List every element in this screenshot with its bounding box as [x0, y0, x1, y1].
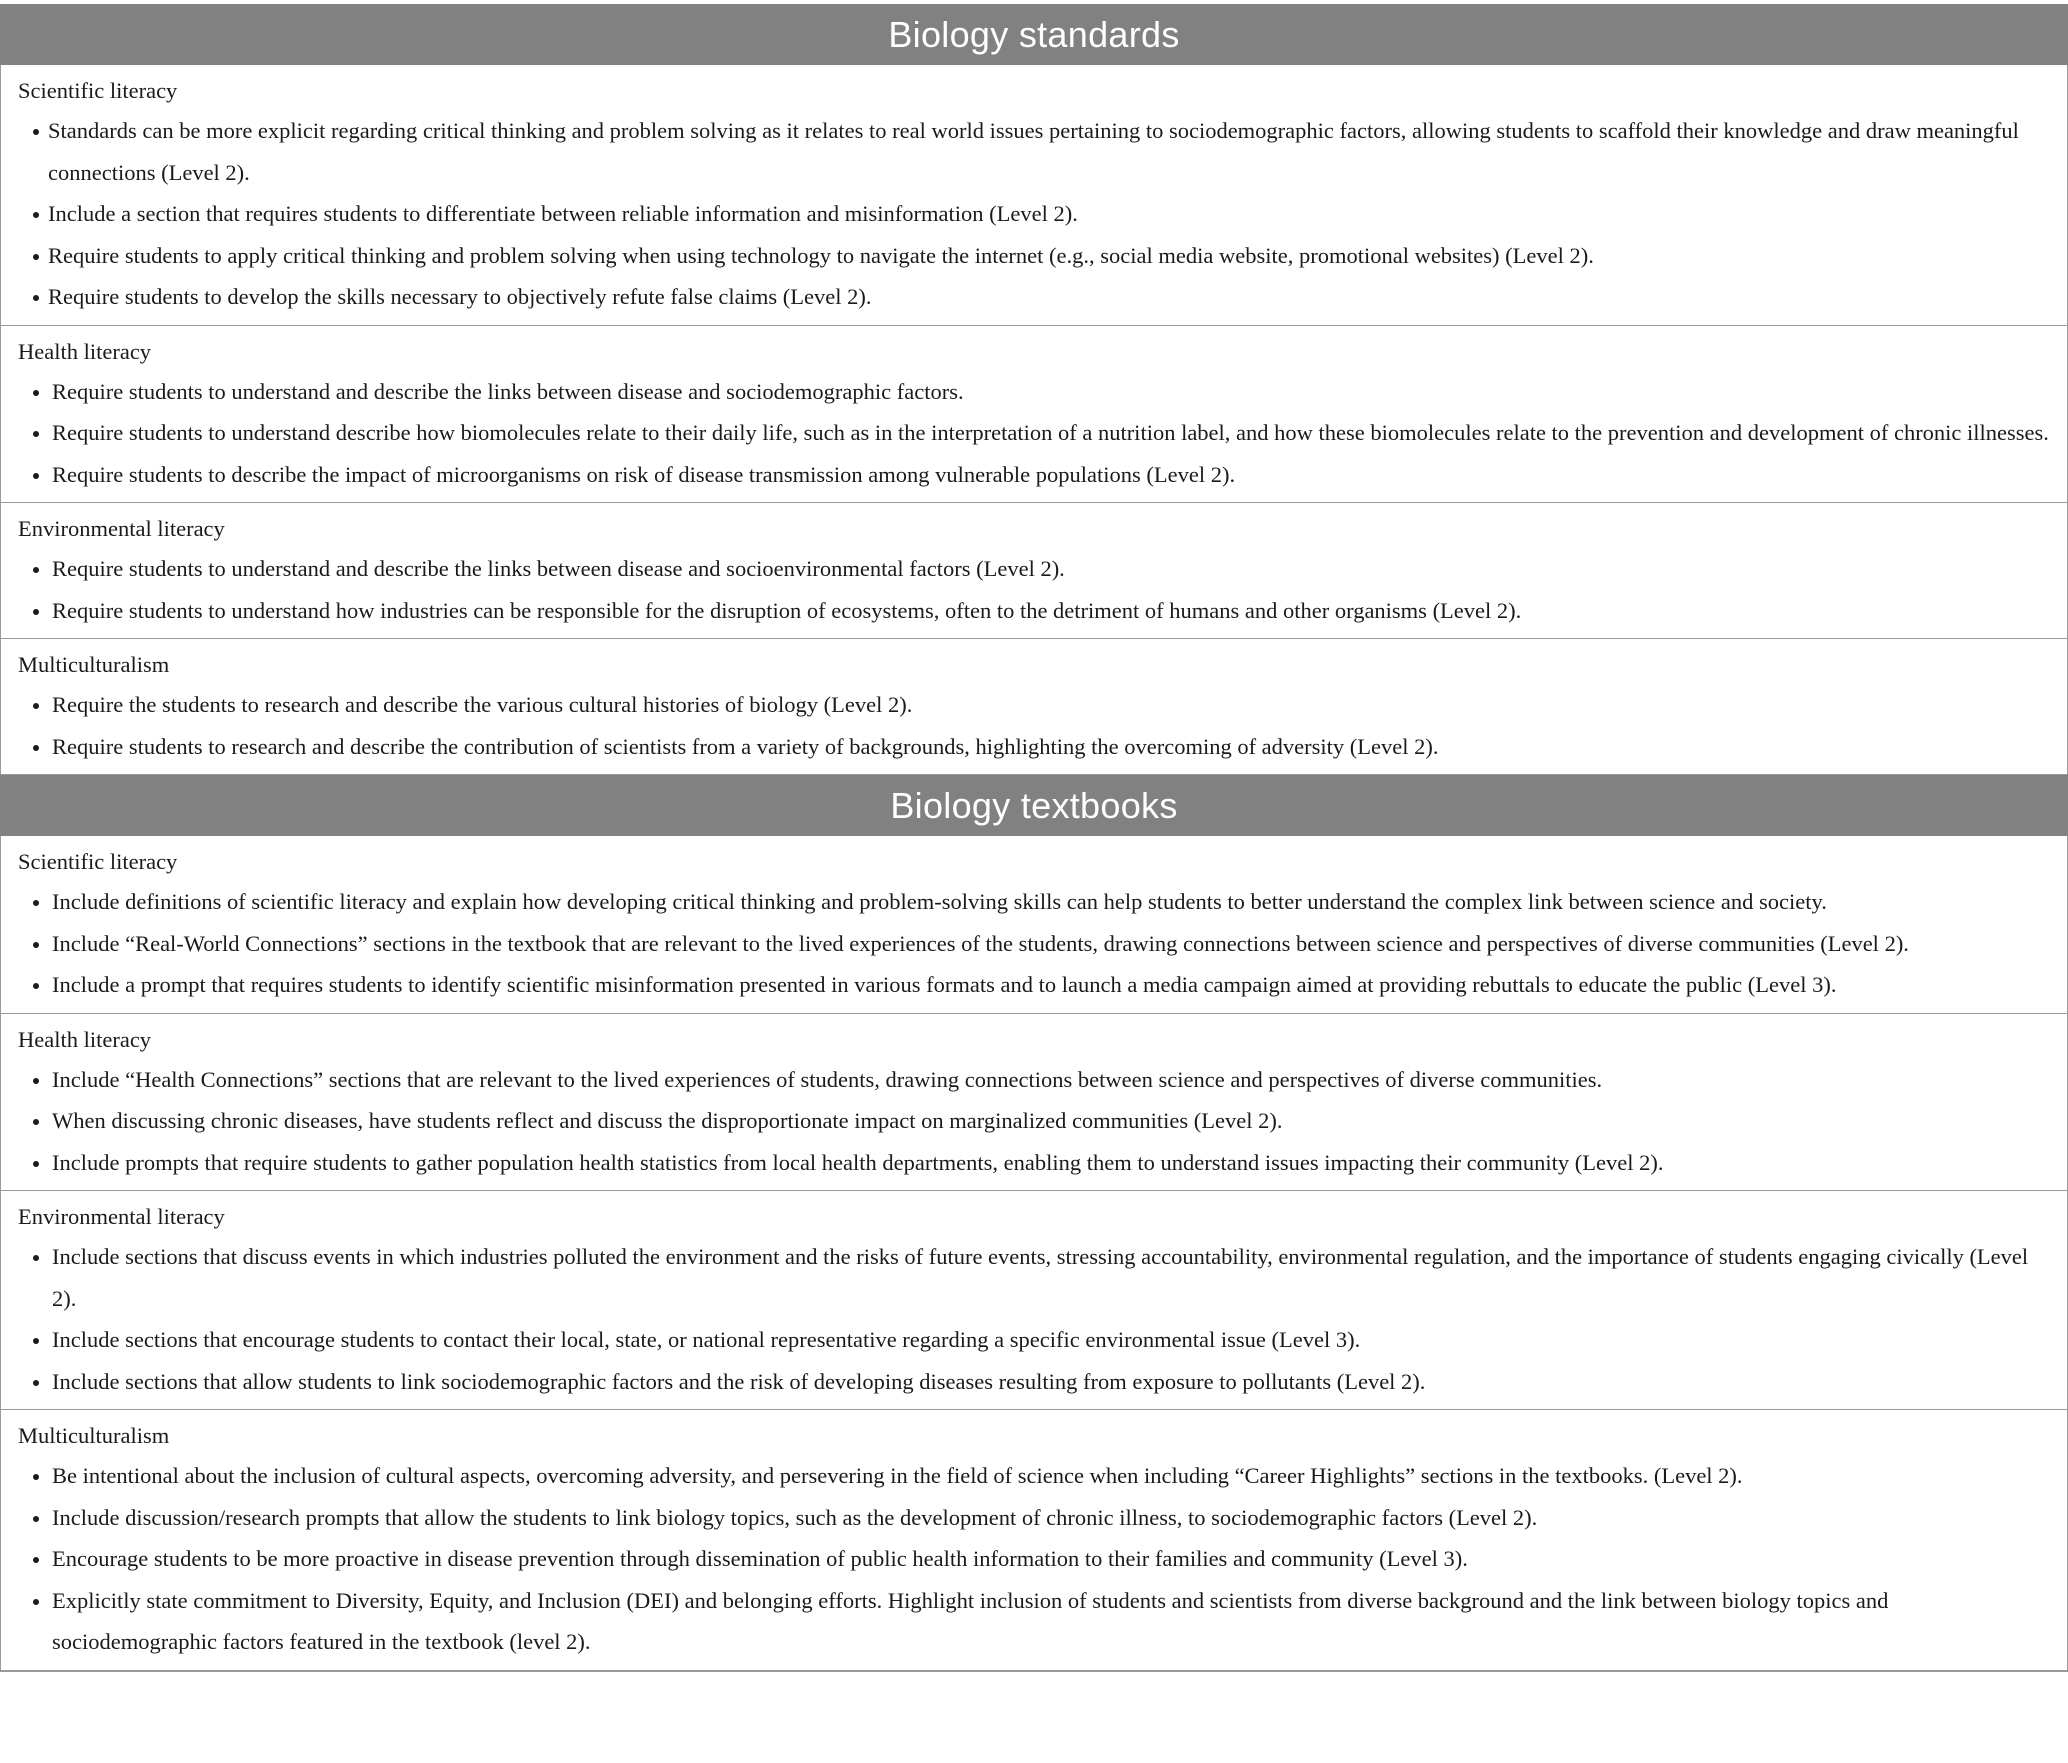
list-item: Require students to describe the impact of microorganisms on risk of disease transmission among vulnerable populations (Level 2). — [18, 454, 2051, 496]
bullet-list — [18, 371, 2051, 496]
list-item: Include “Health Connections” sections that are relevant to the lived experiences of students, drawing connections between science and perspectives of diverse communities. — [18, 1059, 2051, 1101]
list-item: Explicitly state commitment to Diversity, Equity, and Inclusion (DEI) and belonging efforts. Highlight inclusion of students and scientists from diverse background and the link between biology topics and sociodemographic factors featured in the textbook (level 2). — [18, 1580, 2051, 1663]
category-title: Environmental literacy — [18, 1204, 225, 1229]
list-item: Include prompts that require students to gather population health statistics from local health departments, enabling them to understand issues impacting their community (Level 2). — [18, 1142, 2051, 1184]
list-item: When discussing chronic diseases, have students reflect and discuss the disproportionate impact on marginalized communities (Level 2). — [18, 1100, 2051, 1142]
section-header-biology-textbooks: Biology textbooks — [0, 775, 2068, 836]
bullet-list — [18, 1455, 2051, 1663]
bullet-list — [18, 110, 2051, 318]
list-item: Require students to understand how industries can be responsible for the disruption of ecosystems, often to the detriment of humans and other organisms (Level 2). — [18, 590, 2051, 632]
list-item: Require students to understand describe how biomolecules relate to their daily life, such as in the interpretation of a nutrition label, and how these biomolecules relate to the prevention and development of chronic illnesses. — [18, 412, 2051, 454]
category-title: Environmental literacy — [18, 516, 225, 541]
list-item: Include discussion/research prompts that allow the students to link biology topics, such as the development of chronic illness, to sociodemographic factors (Level 2). — [18, 1497, 2051, 1539]
category-scientific-literacy — [0, 65, 2068, 326]
category-environmental-literacy — [0, 503, 2068, 639]
list-item: Encourage students to be more proactive in disease prevention through dissemination of public health information to their families and community (Level 3). — [18, 1538, 2051, 1580]
list-item: Include a section that requires students to differentiate between reliable information and misinformation (Level 2). — [18, 193, 2051, 235]
category-multiculturalism — [0, 639, 2068, 775]
category-title: Scientific literacy — [18, 849, 178, 874]
bullet-list — [18, 1236, 2051, 1402]
list-item: Require students to apply critical thinking and problem solving when using technology to navigate the internet (e.g., social media website, promotional websites) (Level 2). — [18, 235, 2051, 277]
category-health-literacy — [0, 326, 2068, 504]
list-item: Include sections that allow students to link sociodemographic factors and the risk of developing diseases resulting from exposure to pollutants (Level 2). — [18, 1361, 2051, 1403]
category-title: Multiculturalism — [18, 1423, 170, 1448]
list-item: Include sections that encourage students to contact their local, state, or national representative regarding a specific environmental issue (Level 3). — [18, 1319, 2051, 1361]
list-item: Include sections that discuss events in which industries polluted the environment and the risks of future events, stressing accountability, environmental regulation, and the importance of students engaging civically (Level 2). — [18, 1236, 2051, 1319]
category-health-literacy — [0, 1014, 2068, 1192]
list-item: Include a prompt that requires students to identify scientific misinformation presented in various formats and to launch a media campaign aimed at providing rebuttals to educate the public (Level 3). — [18, 964, 2051, 1006]
bullet-list — [18, 548, 2051, 631]
bullet-list — [18, 684, 2051, 767]
category-title: Scientific literacy — [18, 78, 178, 103]
recommendations-table — [0, 4, 2068, 1672]
category-title: Health literacy — [18, 1026, 152, 1052]
list-item: Require students to understand and describe the links between disease and socioenvironmental factors (Level 2). — [18, 548, 2051, 590]
bullet-list — [18, 881, 2051, 1006]
list-item: Include “Real-World Connections” sections in the textbook that are relevant to the lived experiences of the students, drawing connections between science and perspectives of diverse communities (Level 2). — [18, 923, 2051, 965]
bullet-list — [18, 1059, 2051, 1184]
category-scientific-literacy — [0, 836, 2068, 1014]
category-title: Multiculturalism — [18, 652, 170, 677]
category-title: Health literacy — [18, 338, 152, 364]
list-item: Require students to understand and describe the links between disease and sociodemographic factors. — [18, 371, 2051, 413]
list-item: Be intentional about the inclusion of cultural aspects, overcoming adversity, and persevering in the field of science when including “Career Highlights” sections in the textbooks. (Level 2). — [18, 1455, 2051, 1497]
category-environmental-literacy — [0, 1191, 2068, 1410]
category-multiculturalism — [0, 1410, 2068, 1672]
list-item: Require the students to research and describe the various cultural histories of biology (Level 2). — [18, 684, 2051, 726]
list-item: Include definitions of scientific literacy and explain how developing critical thinking and problem-solving skills can help students to better understand the complex link between science and society. — [18, 881, 2051, 923]
list-item: Require students to research and describe the contribution of scientists from a variety of backgrounds, highlighting the overcoming of adversity (Level 2). — [18, 726, 2051, 768]
list-item: Require students to develop the skills necessary to objectively refute false claims (Level 2). — [18, 276, 2051, 318]
section-header-biology-standards: Biology standards — [0, 4, 2068, 65]
list-item: Standards can be more explicit regarding critical thinking and problem solving as it relates to real world issues pertaining to sociodemographic factors, allowing students to scaffold their knowledge and draw meaningful connections (Level 2). — [18, 110, 2051, 193]
